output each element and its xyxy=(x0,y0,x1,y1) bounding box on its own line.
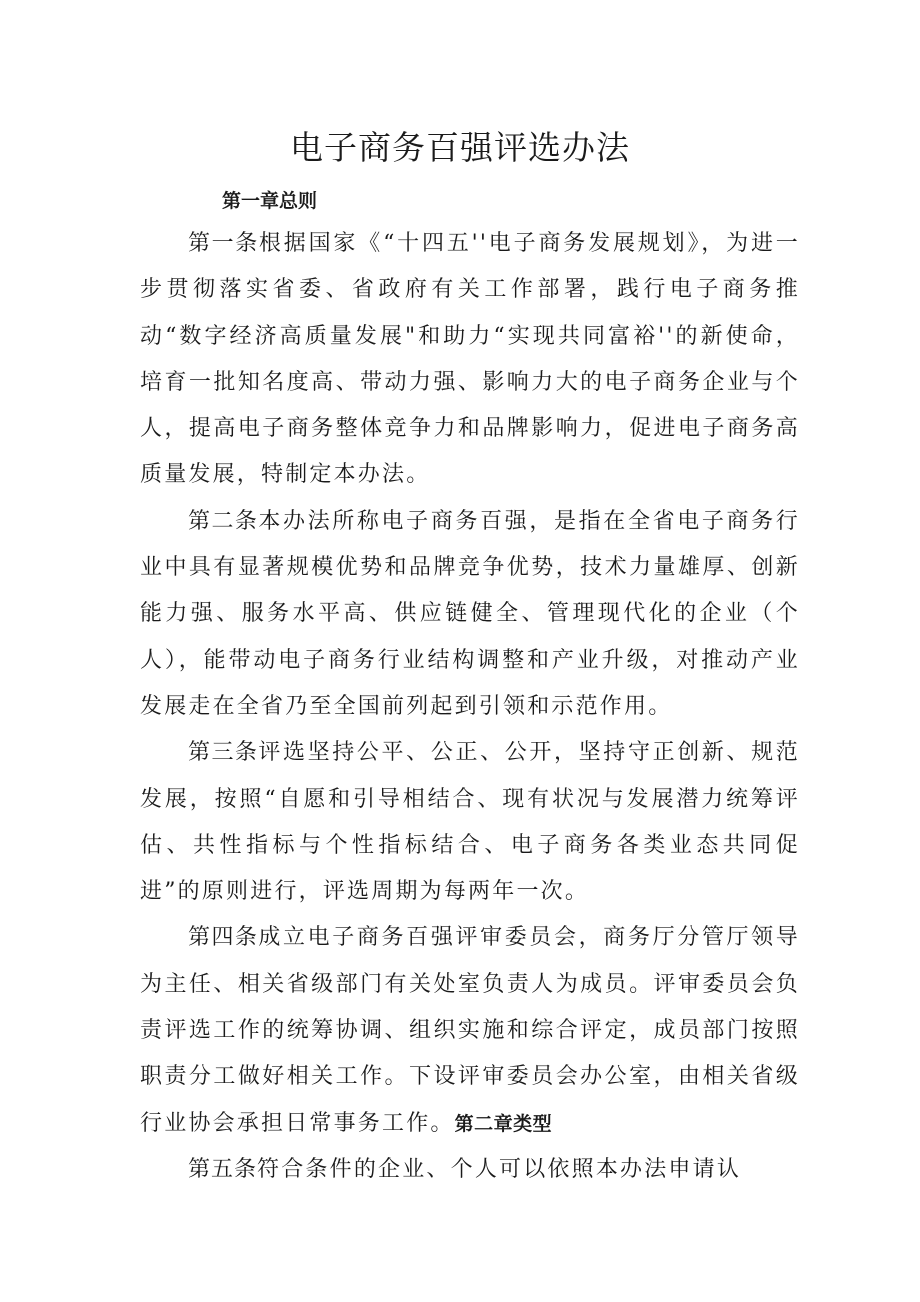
article-4 xyxy=(140,915,800,1146)
article-lead: 第四条 xyxy=(188,925,259,951)
article-text: 符合条件的企业、个人可以依照本办法申请认 xyxy=(257,1156,742,1182)
article-lead: 第三条 xyxy=(188,740,259,766)
article-2 xyxy=(140,499,800,730)
chapter-heading-1: 第一章总则 xyxy=(222,190,318,212)
chapter-heading-2: 第二章类型 xyxy=(454,1112,553,1135)
article-text: 本办法所称电子商务百强，是指在全省电子商务行业中具有显著规模优势和品牌竞争优势，技术力量雄厚、创新能力强、服务水平高、供应链健全、管理现代化的企业（个人），能带动电子商务行业结构调整和产业升级，对推动产业发展走在全省乃至全国前列起到引领和示范作用。 xyxy=(140,508,800,719)
article-text: 成立电子商务百强评审委员会，商务厅分管厅领导为主任、相关省级部门有关处室负责人为成员。评审委员会负责评选工作的统筹协调、组织实施和综合评定，成员部门按照职责分工做好相关工作。下设评审委员会办公室，由相关省级行业协会承担日常事务工作。 xyxy=(140,925,800,1136)
article-lead: 第一条 xyxy=(188,231,259,256)
article-lead: 第五条 xyxy=(188,1156,258,1182)
article-lead: 第二条 xyxy=(188,508,259,534)
article-text: 评选坚持公平、公正、公开，坚持守正创新、规范发展，按照“自愿和引导相结合、现有状况与发展潜力统筹评估、共性指标与个性指标结合、电子商务各类业态共同促进”的原则进行，评选周期为每两年一次。 xyxy=(140,740,800,905)
article-1 xyxy=(140,221,800,499)
document-title: 电子商务百强评选办法 xyxy=(290,128,630,167)
article-text: 根据国家《“十四五''电子商务发展规划》，为进一步贯彻落实省委、省政府有关工作部署，践行电子商务推动“数字经济高质量发展"和助力“实现共同富裕''的新使命，培育一批知名度高、带动力强、影响力大的电子商务企业与个人，提高电子商务整体竞争力和品牌影响力，促进电子商务高质量发展，特制定本办法。 xyxy=(140,231,800,488)
article-3 xyxy=(140,730,800,915)
document-body xyxy=(140,221,800,1193)
article-5 xyxy=(140,1147,800,1193)
